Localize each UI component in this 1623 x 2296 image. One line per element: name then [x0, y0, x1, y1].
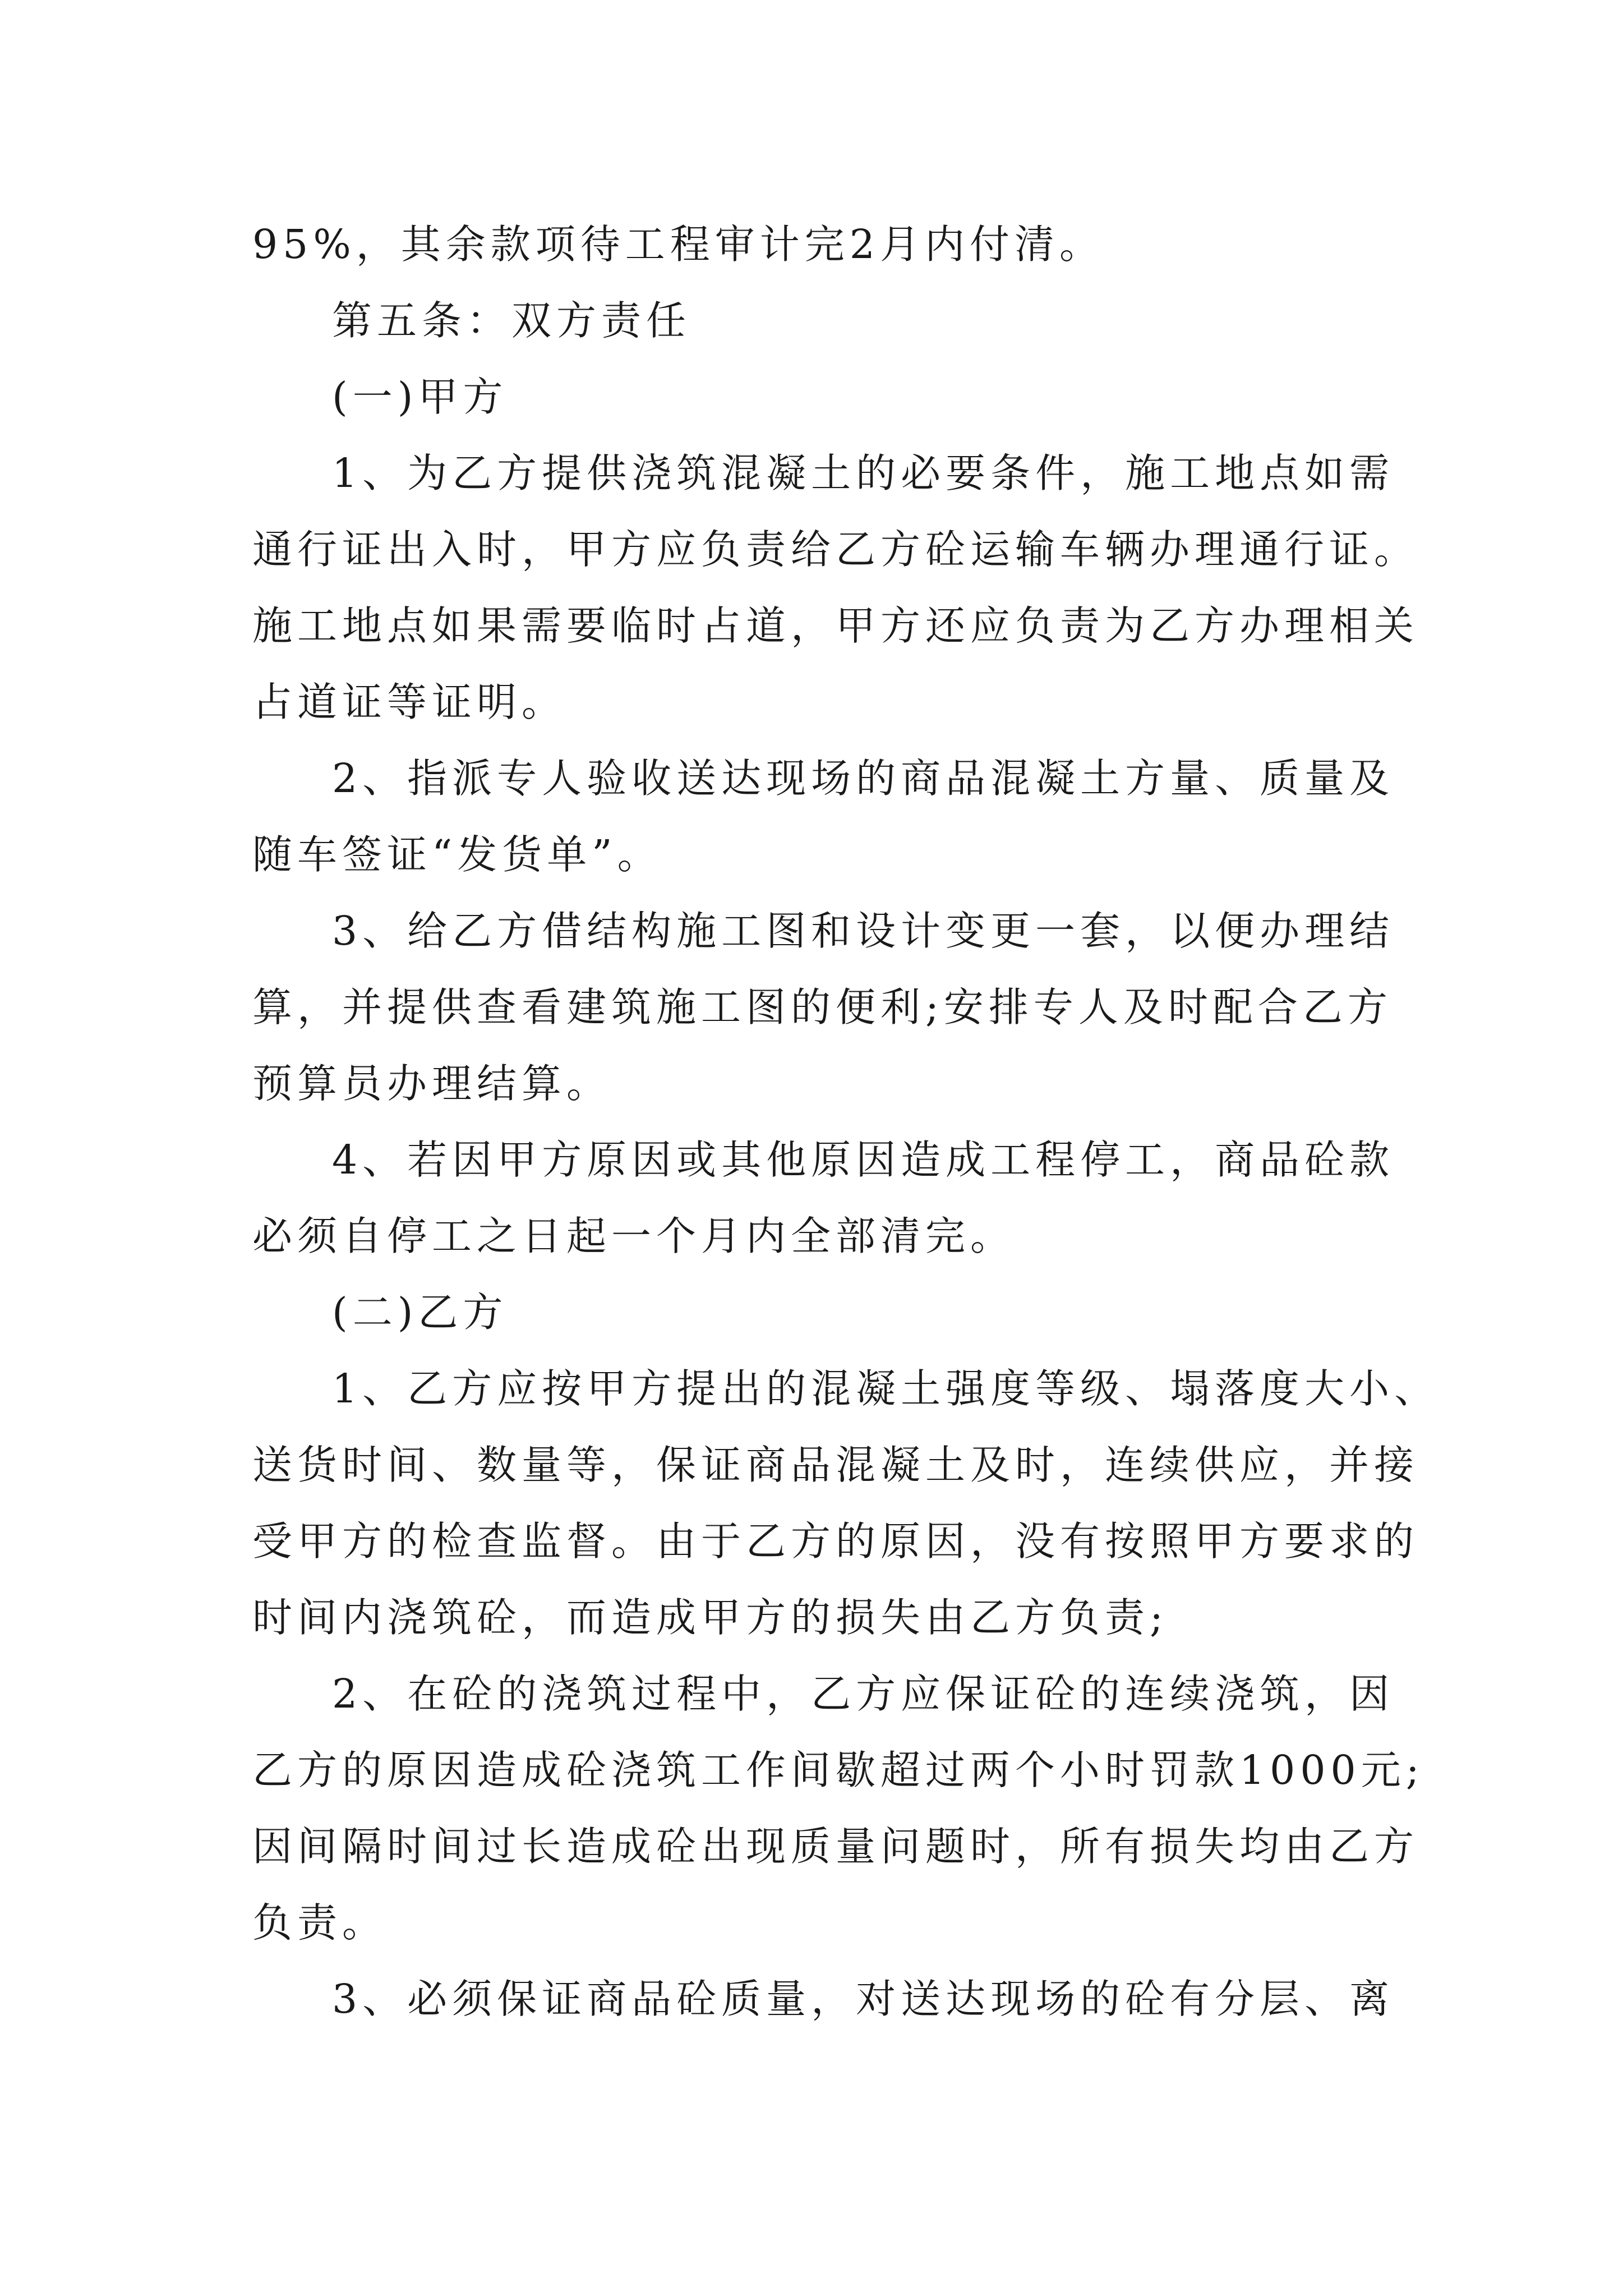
text-line: 必须自停工之日起一个月内全部清完。: [252, 1213, 1016, 1259]
text-line: 3、给乙方借结构施工图和设计变更一套，以便办理结: [332, 908, 1395, 954]
text-line: 通行证出入时，甲方应负责给乙方砼运输车辆办理通行证。: [252, 526, 1419, 573]
subsection-heading: (二)乙方: [332, 1289, 508, 1336]
text-line: 2、指派专人验收送达现场的商品混凝土方量、质量及: [332, 755, 1395, 802]
text-line: 占道证等证明。: [252, 679, 567, 725]
text-line: 1、为乙方提供浇筑混凝土的必要条件，施工地点如需: [332, 450, 1395, 496]
text-line: 负责。: [252, 1899, 388, 1946]
text-line: 算，并提供查看建筑施工图的便利;安排专人及时配合乙方: [252, 984, 1393, 1030]
text-line: 4、若因甲方原因或其他原因造成工程停工，商品砼款: [332, 1137, 1395, 1183]
subsection-heading: (一)甲方: [332, 374, 508, 420]
section-heading: 第五条：双方责任: [332, 297, 691, 344]
text-line: 3、必须保证商品砼质量，对送达现场的砼有分层、离: [332, 1976, 1395, 2022]
text-line: 95%，其余款项待工程审计完2月内付清。: [252, 221, 1104, 268]
text-line: 2、在砼的浇筑过程中，乙方应保证砼的连续浇筑，因: [332, 1671, 1395, 1717]
text-line: 1、乙方应按甲方提出的混凝土强度等级、塌落度大小、: [332, 1365, 1440, 1412]
text-line: 因间隔时间过长造成砼出现质量问题时，所有损失均由乙方: [252, 1823, 1419, 1870]
text-line: 随车签证“发货单”。: [252, 831, 662, 878]
text-line: 乙方的原因造成砼浇筑工作间歇超过两个小时罚款1000元;: [252, 1747, 1424, 1793]
text-line: 送货时间、数量等，保证商品混凝土及时，连续供应，并接: [252, 1442, 1419, 1488]
text-line: 施工地点如果需要临时占道，甲方还应负责为乙方办理相关: [252, 602, 1419, 649]
text-line: 受甲方的检查监督。由于乙方的原因，没有按照甲方要求的: [252, 1518, 1419, 1565]
text-line: 预算员办理结算。: [252, 1060, 612, 1107]
text-line: 时间内浇筑砼，而造成甲方的损失由乙方负责;: [252, 1594, 1168, 1641]
